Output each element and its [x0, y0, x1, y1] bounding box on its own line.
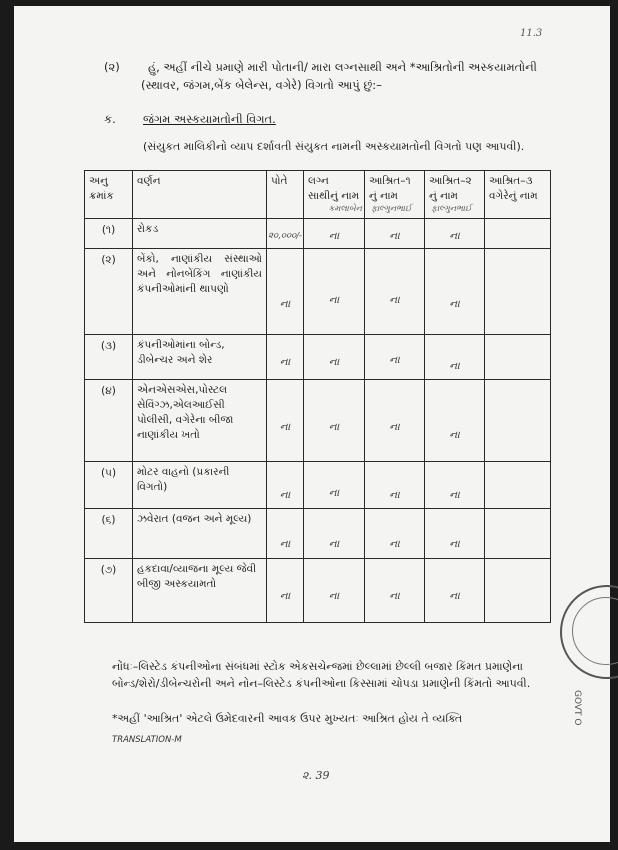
row-5-dep1: ના — [365, 462, 425, 509]
row-7-dep1: ના — [365, 559, 425, 623]
row-4-self: ના — [267, 380, 304, 462]
header-dep2 — [425, 171, 485, 219]
row-2-sno: (૨) — [85, 249, 133, 335]
corner-mark: 11.3 — [520, 28, 543, 39]
row-5-dep3 — [485, 462, 551, 509]
row-4-dep3 — [485, 380, 551, 462]
header-desc: વર્ણન — [133, 171, 267, 219]
section-k-title: જંગમ અસ્કયામતોની વિગત. — [143, 112, 276, 126]
row-4-dep1: ના — [365, 380, 425, 462]
row-7-spouse: ના — [304, 559, 365, 623]
row-1-sno: (૧) — [85, 219, 133, 249]
row-2-dep3 — [485, 249, 551, 335]
row-6-dep1: ના — [365, 509, 425, 559]
row-1-dep1: ના — [365, 219, 425, 249]
header-self: પોતે — [267, 171, 304, 219]
row-7-desc: હકદાવા/વ્યાજના મૂલ્ય જેવી બીજી અસ્કયામતો — [133, 559, 267, 623]
row-2-self: ના — [267, 249, 304, 335]
row-4-dep2: ના — [425, 380, 485, 462]
row-3-desc: કંપનીઓમાંના બોન્ડ, ડીબેન્ચર અને શેર — [133, 335, 267, 380]
row-2-spouse: ના — [304, 249, 365, 335]
header-spouse-label: લગ્ન સાથીનું નામ — [308, 175, 360, 202]
row-7-dep2: ના — [425, 559, 485, 623]
row-5-sno: (૫) — [85, 462, 133, 509]
row-3-dep1: ના — [365, 335, 425, 380]
header-spouse-handwritten: કમલાબેન — [328, 204, 362, 214]
row-2-desc: બેંકો, નાણાંકીય સંસ્થાઓ અને નોનબેંકિંગ નાણાંકીય કંપનીઓમાંની થાપણો — [133, 249, 267, 335]
header-dep2-label: આશ્રિત–૨ નું નામ — [429, 175, 472, 202]
footnote-text: *અહીં 'આશ્રિત' એટલે ઉમેદવારની આવક ઉપર મુખ્યતઃ આશ્રિત હોય તે વ્યક્તિ — [112, 712, 463, 725]
row-5-spouse: ના — [304, 462, 365, 509]
row-3-dep3 — [485, 335, 551, 380]
para-2-line2: (સ્થાવર, જંગમ,બેંક બેલેન્સ, વગેરે) વિગતો આપું છું:– — [141, 78, 382, 92]
table-row — [85, 462, 551, 509]
row-1-spouse: ના — [304, 219, 365, 249]
row-5-dep2: ના — [425, 462, 485, 509]
row-6-sno: (૬) — [85, 509, 133, 559]
table-row — [85, 380, 551, 462]
para-2-line1: હું, અહીં નીચે પ્રમાણે મારી પોતાની/ મારા લગ્નસાથી અને *આશ્રિતોની અસ્કયામતોની — [148, 60, 537, 74]
translation-label: TRANSLATION-M — [112, 735, 182, 745]
header-dep1 — [365, 171, 425, 219]
row-7-dep3 — [485, 559, 551, 623]
row-3-spouse: ના — [304, 335, 365, 380]
header-spouse — [304, 171, 365, 219]
row-1-desc: રોકડ — [133, 219, 267, 249]
row-6-spouse: ના — [304, 509, 365, 559]
seal-text: GOVT O — [572, 690, 582, 726]
row-2-dep1: ના — [365, 249, 425, 335]
row-6-self: ના — [267, 509, 304, 559]
header-dep1-handwritten: ફાલ્ગુનભાઈ — [371, 204, 412, 214]
row-1-dep2: ના — [425, 219, 485, 249]
row-1-dep3 — [485, 219, 551, 249]
header-sno: અનુ ક્રમાંક — [85, 171, 133, 219]
assets-table — [84, 170, 551, 623]
note-text: નોંધઃ–લિસ્ટેડ કંપનીઓના સંબંધમાં સ્ટોક એકસચેન્જમાં છેલ્લામાં છેલ્લી બજાર કિંમત પ્રમાણેના બોન્ડ/શેરો/ડીબેન્ચરોની અને નોન–લિસ્ટેડ કંપનીઓના કિસ્સામાં ચોપડા પ્રમાણેની કિંમતો આપવી. — [112, 660, 531, 690]
para-2-number: (૨) — [104, 60, 120, 74]
row-7-sno: (૭) — [85, 559, 133, 623]
row-1-self: ૨૦,૦૦૦/- — [267, 219, 304, 249]
table-row — [85, 335, 551, 380]
row-4-sno: (૪) — [85, 380, 133, 462]
row-5-self: ના — [267, 462, 304, 509]
table-header-row — [85, 171, 551, 219]
table-row — [85, 249, 551, 335]
header-dep3: આશ્રિત–૩ વગેરેનું નામ — [485, 171, 551, 219]
row-6-dep2: ના — [425, 509, 485, 559]
row-6-dep3 — [485, 509, 551, 559]
row-7-self: ના — [267, 559, 304, 623]
table-row — [85, 509, 551, 559]
table-row — [85, 219, 551, 249]
row-4-desc: એનએસએસ,પોસ્ટલ સેવિંગ્ઝ,એલઆઈસી પોલીસી, વગેરેના બીજા નાણાંકીય ખતો — [133, 380, 267, 462]
section-k-number: ક. — [104, 112, 116, 126]
row-4-spouse: ના — [304, 380, 365, 462]
row-2-dep2: ના — [425, 249, 485, 335]
header-dep2-handwritten: ફાલ્ગુનભાઈ — [431, 204, 472, 214]
table-row — [85, 559, 551, 623]
header-dep1-label: આશ્રિત–૧ નું નામ — [369, 175, 411, 202]
row-3-dep2: ના — [425, 335, 485, 380]
row-5-desc: મોટર વાહનો (પ્રકારની વિગતો) — [133, 462, 267, 509]
page-number: ૨. 39 — [302, 769, 330, 782]
row-6-desc: ઝવેરાત (વજન અને મૂલ્ય) — [133, 509, 267, 559]
row-3-self: ના — [267, 335, 304, 380]
row-3-sno: (૩) — [85, 335, 133, 380]
section-k-subtitle: (સંયુકત માલિકીનો વ્યાપ દર્શાવતી સંયુકત નામની અસ્કયામતોની વિગતો પણ આપવી). — [143, 140, 525, 153]
